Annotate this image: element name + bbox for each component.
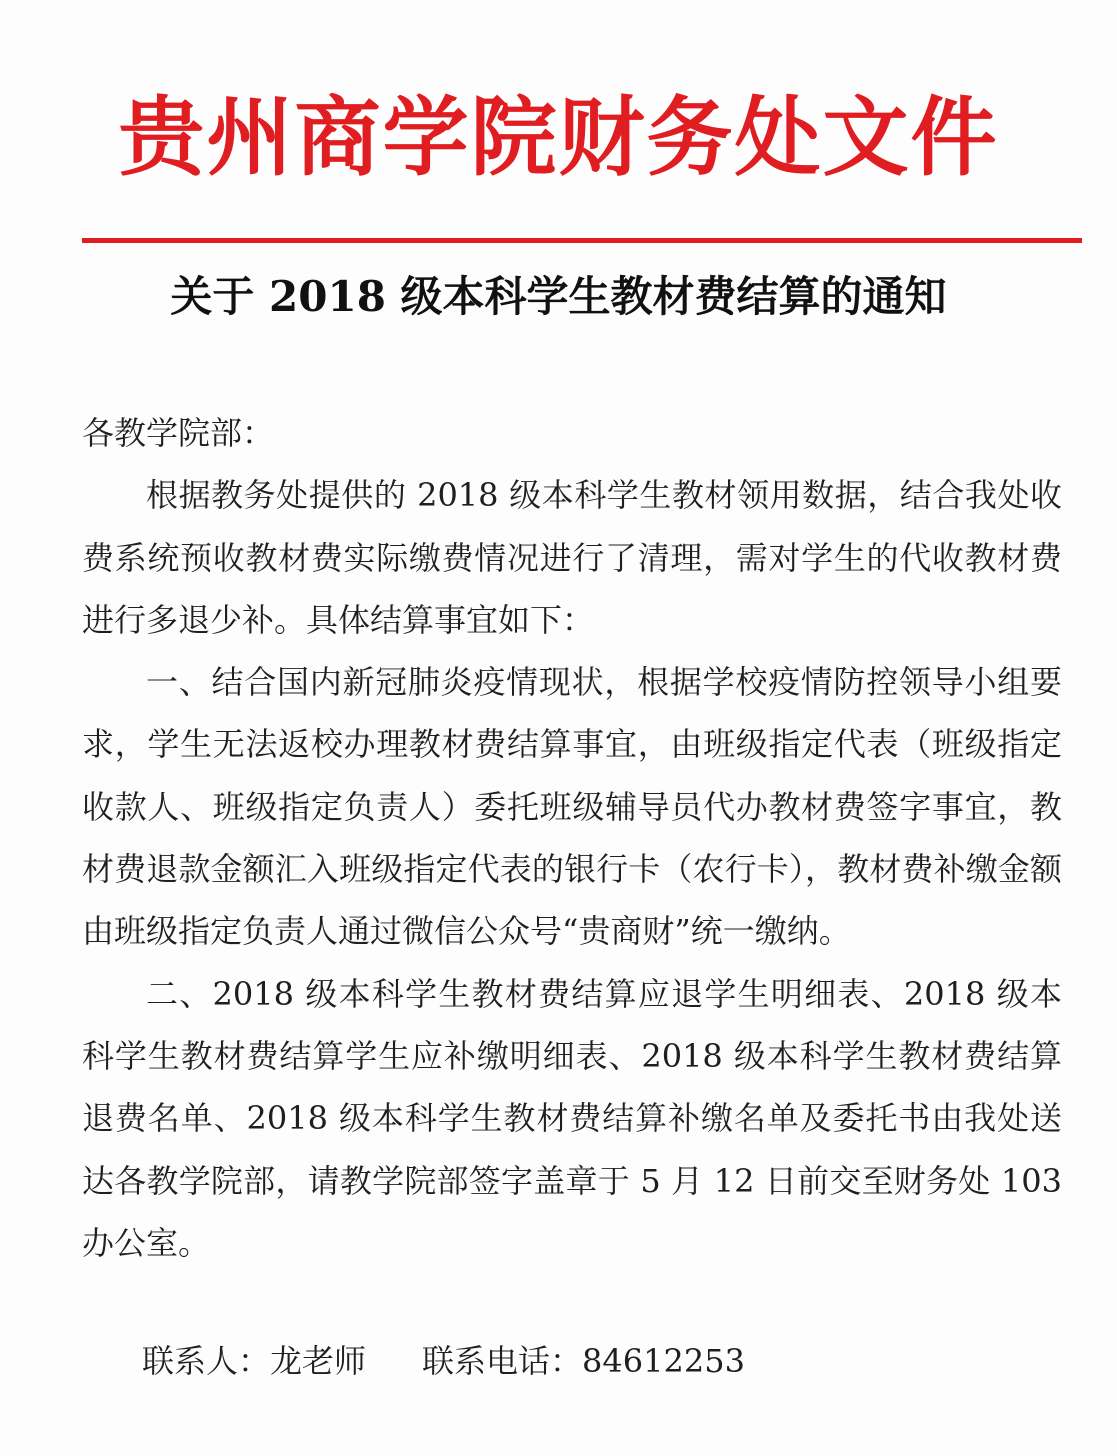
contact-line — [142, 1330, 745, 1392]
paragraph-intro: 根据教务处提供的 2018 级本科学生教材领用数据，结合我处收费系统预收教材费实际缴费情况进行了清理，需对学生的代收教材费进行多退少补。具体结算事宜如下： — [82, 476, 1062, 639]
header-red-rule — [82, 238, 1082, 243]
salutation: 各教学院部： — [82, 414, 275, 452]
paragraph-item-two: 二、2018 级本科学生教材费结算应退学生明细表、2018 级本科学生教材费结算学生应补缴明细表、2018 级本科学生教材费结算退费名单、2018 级本科学生教材费结算补缴名单及委托书由我处送达各教学院部，请教学院部签字盖章于 5 月 12 日前交至财务处 103 办公室。 — [82, 974, 1062, 1262]
contact-phone-label: 联系电话： — [422, 1342, 583, 1380]
document-body — [82, 402, 1062, 1274]
contact-person-label: 联系人： — [142, 1342, 271, 1380]
paragraph-item-one: 一、结合国内新冠肺炎疫情现状，根据学校疫情防控领导小组要求，学生无法返校办理教材费结算事宜，由班级指定代表（班级指定收款人、班级指定负责人）委托班级辅导员代办教材费签字事宜，教材费退款金额汇入班级指定代表的银行卡（农行卡），教材费补缴金额由班级指定负责人通过微信公众号“贵商财”统一缴纳。 — [82, 663, 1062, 951]
org-header-title: 贵州商学院财务处文件 — [118, 88, 999, 188]
contact-phone-number: 84612253 — [582, 1342, 745, 1380]
contact-person-name: 龙老师 — [270, 1342, 367, 1380]
document-title: 关于 2018 级本科学生教材费结算的通知 — [170, 272, 947, 321]
